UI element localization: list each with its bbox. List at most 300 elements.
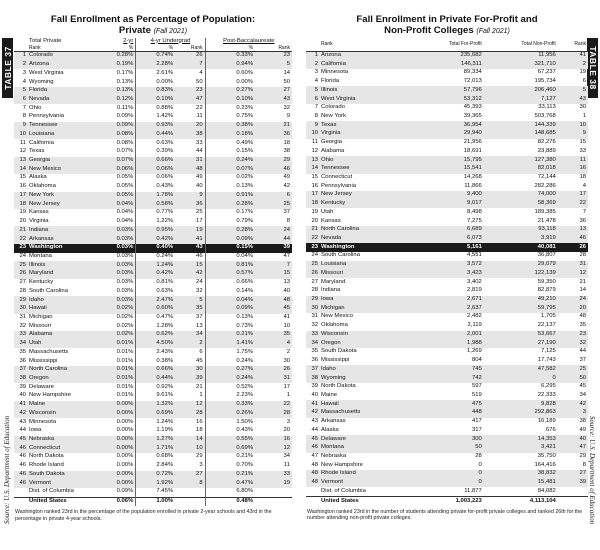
table-row: [14, 436, 292, 445]
table-cell: 17: [283, 383, 290, 390]
table-cell: 0.38%: [205, 122, 255, 131]
table-cell: 164,416: [534, 461, 556, 468]
table-cell: Vermont: [27, 479, 103, 488]
table-cell: 8: [22, 113, 26, 120]
table-cell: 0.72%: [136, 471, 175, 480]
table-row: [14, 409, 292, 418]
table-cell: [558, 497, 588, 506]
table-cell: 28: [311, 287, 318, 294]
table-cell: 22,137: [537, 322, 556, 329]
table-cell: 0.05%: [103, 192, 136, 201]
table-cell: 0.00%: [116, 427, 134, 434]
table-cell: Mississippi: [321, 357, 350, 364]
table-cell: [255, 488, 292, 497]
table-cell: 1.50%: [205, 418, 255, 427]
table-cell: 32: [196, 287, 203, 294]
table-cell: 18: [579, 173, 586, 180]
table-cell: 5: [175, 296, 205, 305]
table-cell: 31: [311, 313, 318, 320]
table-cell: 9: [306, 121, 319, 130]
table-cell: 43: [175, 244, 205, 253]
table-cell: Utah: [321, 208, 334, 215]
table-cell: 24: [255, 226, 292, 235]
table-cell: 3,421: [484, 444, 558, 453]
table-cell: 597: [471, 383, 482, 390]
table-cell: 33,113: [538, 104, 556, 111]
table-cell: Dist. of Columbia: [321, 487, 366, 494]
table-cell: New Jersey: [319, 191, 413, 200]
table-cell: 0.23%: [205, 104, 255, 113]
total-row: [14, 497, 292, 506]
table-row: [306, 435, 588, 444]
table-cell: 148,685: [484, 130, 558, 139]
table-cell: North Dakota: [29, 453, 64, 460]
table-cell: 36,954: [413, 121, 484, 130]
table-cell: Virginia: [29, 218, 49, 225]
table-row: [14, 296, 292, 305]
table-cell: 48: [175, 165, 205, 174]
table-cell: 11: [311, 139, 318, 146]
table-cell: 50: [413, 444, 484, 453]
table-cell: 0.01%: [116, 348, 134, 355]
table-cell: 11,866: [464, 182, 482, 189]
table-cell: 2.84%: [136, 462, 175, 471]
table-cell: Virginia: [319, 130, 413, 139]
table-row: [306, 365, 588, 374]
table-cell: 0: [478, 461, 482, 468]
table-row: [14, 235, 292, 244]
table-cell: 38: [579, 418, 586, 425]
table-cell: 9,400: [413, 191, 484, 200]
table-cell: 29: [196, 453, 203, 460]
table-cell: 24: [196, 279, 203, 286]
table-cell: 40: [558, 435, 588, 444]
table-cell: 10: [175, 444, 205, 453]
table-cell: 38,832: [484, 470, 558, 479]
table-cell: 44: [579, 348, 586, 355]
table-cell: Arizona: [27, 61, 103, 70]
table-row: [14, 209, 292, 218]
table-cell: 40: [283, 287, 290, 294]
table-cell: United States: [27, 497, 103, 506]
table-cell: 5: [255, 61, 292, 70]
table-cell: 46: [14, 479, 27, 488]
table-cell: 13: [283, 279, 290, 286]
table-row: [306, 165, 588, 174]
table-cell: 3: [286, 418, 290, 425]
table-cell: 9,017: [413, 200, 484, 209]
table-row: [14, 444, 292, 453]
table-cell: 32: [311, 322, 318, 329]
table-37: Total Private 2-yr 4-yr Undergrad Post-Baccalaureate Rank % % Rank % Rank 1 Colorado 0.28% 0.74% 26 0.33% 23 2 Arizona 0.19% 2.28% 7 0.94% 5 3 West Virginia 0.17% 2.61% 4 0.60% 14 4 Wyoming 0.13% 0.00% 50 0.00% 50 5 Florida 0.13% 0.83% 23 0.27% 27 6 Nevada 0.12% 0.10% 47 0.10% 43 7 Ohio 0.11% 0.88% 22 0.23% 32 8 Pennsylvania 0.09% 1.42% 11 0.75% 9 9 Tennessee 0.09% 0.93% 20 0.38% 21 10 Louisiana 0.08% 0.44% 38 0.18% 36 11 California 0.08% 0.63% 33 0.49% 18 12 Texas 0.07% 0.39% 44 0.15% 38 13 Georgia 0.07% 0.66% 31 0.24% 29 14 New Mexico 0.06% 0.06% 48 0.07% 46 15 Alaska 0.05% 0.06% 49 0.02% 49 16 Oklahoma 0.05% 0.43% 40 0.13% 42 17 New York 0.05% 1.78% 9 0.91% 6 18 New Jersey 0.04% 0.58% 36 0.28% 25 19 Kansas 0.04% 0.77% 25 0.17% 37 20 Virginia 0.04% 1.22% 17 0.79% 8 21 Indiana 0.03% 0.95% 19 0.28% 24 22 Arkansas 0.03% 0.42% 41 0.09% 44 23 Washington 0.03% 0.40% 43 0.15% 39 24 Montana 0.03% 0.24% 46 0.04% 47 25 Illinois 0.03% 1.24% 15 0.81% 7 26 Maryland 0.03% 0.42% 42 0.57% 15 27 Kentucky 0.03% 0.81% 24 0.66% 13 28 South Carolina 0.03% 0.63% 32 0.14% 40 29 Idaho 0.03% 2.47% 5 0.04% 48 30 Hawaii 0.02% 0.60% 35 0.09% 45 31 Michigan 0.02% 0.47% 37 0.13% 41 32 Missouri 0.02% 1.28% 13 0.73% 10 33 Alabama 0.02% 0.62% 34 0.21% 35 34 Utah 0.01% 4.50% 2 1.41% 4 35 Massachusetts 0.01% 2.43% 6 1.75% 2 36 Mississippi 0.01% 0.38% 45 0.24% 30 37 North Carolina 0.01% 0.66% 30 0.27% 26 38 Oregon 0.01% 0.44% 39 0.24% 31 39 Delaware 0.01% 0.92% 21 0.52% 17 40 New Hampshire 0.01% 9.61% 1 2.23% 1 41 Maine 0.00% 1.32% 12 0.33% 22 42 Wisconsin 0.00% 0.69% 28 0.26% 28 43 Minnesota 0.00% 1.24% 16 1.50% 3 44 Iowa 0.00% 1.19% 18 0.43% 20 45 Nebraska 0.00% 1.27% 14 0.55% 16 46 Connecticut 0.00% 1.71% 10 0.69% 12 46 North Dakota 0.00% 0.68% 29 0.21% 34 46 Rhode Island 0.00% 2.84% 3 0.70% 11 46 South Dakota 0.00% 0.72% 27 0.21% 33 46 Vermont 0.00% 1.92% 8 0.47% 19 Dist. of Columbia 0.09% 7.45% 6.80% United States 0.06% 1.00% 0.48%: [14, 38, 292, 506]
table-cell: 0.04%: [116, 218, 134, 225]
table-cell: 1,705: [541, 313, 556, 320]
table-row: [306, 313, 588, 322]
table-row: [306, 444, 588, 453]
table-cell: 48: [255, 296, 292, 305]
table-cell: Maine: [27, 401, 103, 410]
table-cell: 6: [255, 192, 292, 201]
table-cell: Ohio: [319, 156, 413, 165]
table-cell: 33: [14, 331, 27, 340]
table-row: [306, 261, 588, 270]
table-row: [306, 104, 588, 113]
table-cell: 16: [255, 436, 292, 445]
table-row: [306, 426, 588, 435]
table-cell: Idaho: [319, 365, 413, 374]
table-cell: 15,481: [484, 479, 558, 488]
table-cell: 0.73%: [205, 322, 255, 331]
table-row: [306, 86, 588, 95]
table-cell: 9,828: [484, 400, 558, 409]
table-cell: 39: [19, 383, 26, 390]
table-cell: Texas: [319, 121, 413, 130]
table-cell: 10: [14, 130, 27, 139]
table-row: [14, 244, 292, 253]
table-row: [14, 331, 292, 340]
table-cell: 0.43%: [205, 427, 255, 436]
table-row: [306, 479, 588, 488]
table-cell: 38: [283, 148, 290, 155]
table-cell: 25: [196, 209, 203, 216]
table-cell: 7: [175, 61, 205, 70]
table-cell: Georgia: [27, 157, 103, 166]
table-cell: 0.28%: [205, 200, 255, 209]
table-cell: South Dakota: [27, 471, 103, 480]
table-cell: 21: [196, 383, 203, 390]
table-cell: [255, 497, 292, 506]
table-cell: 20: [558, 304, 588, 313]
table-cell: 24: [19, 252, 26, 259]
table-cell: Wisconsin: [319, 331, 413, 340]
table-cell: Minnesota: [321, 69, 349, 76]
table-cell: 6,073: [413, 235, 484, 244]
table-cell: 0.03%: [116, 252, 134, 259]
table-cell: 25: [14, 261, 27, 270]
table-cell: United States: [319, 497, 413, 506]
table-cell: 35: [311, 348, 318, 355]
table-cell: 48: [306, 479, 319, 488]
table-cell: 0.69%: [136, 409, 175, 418]
table-row: [14, 392, 292, 401]
table-cell: 8,498: [467, 208, 482, 215]
table-cell: 29: [579, 452, 586, 459]
table-cell: 0.04%: [205, 253, 255, 262]
table-cell: 3: [314, 69, 318, 76]
table-cell: 24: [311, 252, 318, 259]
table-cell: 206,460: [484, 86, 558, 95]
table-cell: 0.75%: [205, 113, 255, 122]
table-cell: 2.43%: [136, 348, 175, 357]
table-cell: 39,365: [463, 112, 482, 119]
table-cell: 1,269: [467, 348, 482, 355]
table-row: [306, 374, 588, 383]
table-cell: 7,275: [467, 217, 482, 224]
table-cell: Florida: [27, 87, 103, 96]
table-cell: 0.94%: [205, 61, 255, 70]
table-cell: 2.28%: [136, 61, 175, 70]
col-post: Post-Baccalaureate: [223, 37, 275, 44]
table-row: [306, 243, 588, 252]
table-cell: 0: [484, 374, 558, 383]
table-cell: 32: [558, 339, 588, 348]
table-cell: 0.03%: [103, 244, 136, 253]
table-cell: 7,127: [484, 95, 558, 104]
table-cell: 21: [579, 278, 586, 285]
table-cell: Connecticut: [321, 173, 353, 180]
table-cell: Missouri: [29, 322, 51, 329]
table-cell: 40: [311, 391, 318, 398]
table-cell: 1.42%: [136, 113, 175, 122]
table-cell: 43: [19, 418, 26, 425]
table-cell: 5: [558, 86, 588, 95]
table-cell: Illinois: [319, 86, 413, 95]
table-cell: 24: [558, 296, 588, 305]
table-cell: Nebraska: [27, 436, 103, 445]
table-cell: New Mexico: [321, 313, 354, 320]
table-cell: 67,237: [537, 69, 556, 76]
table-cell: 28: [475, 452, 482, 459]
table-cell: 0.39%: [136, 148, 175, 157]
table-38-panel: [306, 0, 588, 522]
table-cell: 0.06%: [136, 174, 175, 183]
table-cell: 0.09%: [116, 488, 134, 495]
table-cell: 35: [255, 331, 292, 340]
table-cell: 1.00%: [136, 497, 175, 506]
table-row: [306, 269, 588, 278]
table-cell: 1,988: [413, 339, 484, 348]
table-cell: 1: [306, 51, 319, 60]
table-cell: 0.24%: [205, 375, 255, 384]
table-cell: 11: [558, 156, 588, 165]
table-cell: 72,013: [463, 78, 482, 85]
table-cell: 44: [255, 235, 292, 244]
table-cell: Wyoming: [29, 78, 54, 85]
table-row: [306, 383, 588, 392]
table-row: [14, 462, 292, 471]
table-cell: 7.45%: [136, 488, 175, 497]
table-cell: 2.23%: [205, 392, 255, 401]
table-cell: 26: [558, 243, 588, 252]
table-cell: Rhode Island: [29, 462, 64, 469]
table-row: [306, 348, 588, 357]
table-cell: 21: [306, 226, 319, 235]
table-cell: 40: [19, 392, 26, 399]
table-cell: 0.00%: [136, 78, 175, 87]
table-cell: Maine: [321, 391, 338, 398]
col-non-profit: Total Non-Profit: [484, 38, 558, 51]
table-cell: South Carolina: [321, 252, 360, 259]
table-cell: 41: [283, 313, 290, 320]
table-row: [14, 314, 292, 323]
table-cell: Missouri: [319, 269, 413, 278]
table-cell: 31: [175, 157, 205, 166]
table-row: [14, 122, 292, 131]
table-37-title: Fall Enrollment as Percentage of Population: Private (Fall 2021): [50, 14, 256, 36]
table-cell: Kansas: [29, 209, 49, 216]
table-cell: 0.92%: [136, 383, 175, 392]
table-row: [306, 121, 588, 130]
table-cell: 4,551: [467, 252, 482, 259]
table-cell: 7,125: [541, 348, 556, 355]
table-cell: 10: [558, 121, 588, 130]
table-row: [306, 331, 588, 340]
table-cell: 15: [175, 261, 205, 270]
table-cell: 17: [558, 191, 588, 200]
table-cell: 0.13%: [116, 78, 134, 85]
table-row: [14, 375, 292, 384]
table-cell: Vermont: [319, 479, 413, 488]
table-cell: 22: [558, 200, 588, 209]
table-cell: 48: [306, 470, 319, 479]
table-cell: 19: [175, 226, 205, 235]
table-cell: 292,863: [484, 409, 558, 418]
table-cell: 5: [14, 87, 27, 96]
table-cell: 0.07%: [103, 157, 136, 166]
table-cell: 50: [283, 78, 290, 85]
col-for-profit: Total For-Profit: [413, 38, 484, 51]
table-row: [306, 139, 588, 148]
table-cell: 21,478: [537, 217, 556, 224]
table-cell: 6,295: [541, 383, 556, 390]
table-cell: 1: [199, 392, 203, 399]
table-cell: Utah: [27, 340, 103, 349]
table-cell: 0.26%: [205, 409, 255, 418]
table-cell: 3: [558, 409, 588, 418]
table-cell: 12: [311, 147, 318, 154]
table-cell: 475: [413, 400, 484, 409]
table-cell: 6,689: [413, 226, 484, 235]
table-cell: Massachusetts: [29, 348, 69, 355]
table-cell: 0.04%: [103, 200, 136, 209]
table-cell: Louisiana: [27, 130, 103, 139]
table-cell: 2.61%: [136, 69, 175, 78]
table-cell: 2: [306, 60, 319, 69]
table-cell: New Mexico: [27, 165, 103, 174]
table-cell: Arkansas: [321, 418, 346, 425]
table-cell: 47: [175, 96, 205, 105]
table-cell: 0.74%: [136, 52, 175, 61]
table-cell: Mississippi: [29, 357, 58, 364]
table-cell: 53,667: [484, 331, 558, 340]
table-cell: 1.41%: [205, 340, 255, 349]
table-cell: 1: [286, 392, 290, 399]
table-cell: 0.81%: [205, 261, 255, 270]
table-cell: Pennsylvania: [321, 182, 357, 189]
table-cell: [306, 497, 319, 506]
table-cell: 0.00%: [103, 436, 136, 445]
col-4yr: 4-yr Undergrad: [150, 37, 191, 44]
table-cell: 0.10%: [205, 96, 255, 105]
table-cell: 0.60%: [136, 305, 175, 314]
table-cell: 0.33%: [205, 52, 255, 61]
table-cell: 0.02%: [103, 305, 136, 314]
table-cell: New Hampshire: [321, 461, 363, 468]
table-cell: Kentucky: [29, 279, 54, 286]
table-row: [306, 296, 588, 305]
table-cell: 0.21%: [205, 453, 255, 462]
table-row: [14, 165, 292, 174]
table-cell: 0.03%: [103, 296, 136, 305]
table-cell: 3: [22, 69, 26, 76]
table-38-tab: TABLE 38: [587, 38, 598, 98]
table-cell: 2,482: [467, 313, 482, 320]
table-cell: 34: [306, 339, 319, 348]
table-cell: 0.05%: [116, 183, 134, 190]
table-cell: 18: [14, 200, 27, 209]
table-cell: 0.83%: [136, 87, 175, 96]
table-cell: 0.18%: [205, 130, 255, 139]
table-cell: 28: [255, 409, 292, 418]
table-cell: 676: [545, 426, 556, 433]
table-cell: 49: [196, 174, 203, 181]
table-cell: 0.19%: [103, 61, 136, 70]
table-cell: 39: [175, 375, 205, 384]
table-cell: 42: [175, 270, 205, 279]
table-cell: 1.24%: [136, 418, 175, 427]
table-cell: 7: [22, 104, 26, 111]
table-row: [306, 409, 588, 418]
table-cell: New Hampshire: [29, 392, 71, 399]
table-cell: 47: [558, 444, 588, 453]
table-cell: 33: [255, 471, 292, 480]
table-cell: 14: [175, 436, 205, 445]
table-row: [306, 69, 588, 78]
table-cell: 0.10%: [136, 96, 175, 105]
table-row: [14, 340, 292, 349]
table-row: [306, 95, 588, 104]
table-cell: 13: [558, 226, 588, 235]
table-cell: 29,940: [413, 130, 484, 139]
table-cell: 11,956: [484, 51, 558, 60]
table-cell: 9: [558, 130, 588, 139]
table-cell: 33: [579, 147, 586, 154]
table-cell: 0.08%: [103, 130, 136, 139]
table-cell: 0.42%: [136, 270, 175, 279]
table-cell: 25: [255, 200, 292, 209]
table-cell: Wisconsin: [27, 409, 103, 418]
table-cell: 1: [582, 112, 586, 119]
table-cell: 9: [286, 113, 290, 120]
table-cell: 0.63%: [136, 139, 175, 148]
table-cell: [175, 488, 205, 497]
table-cell: 3,919: [484, 235, 558, 244]
table-cell: Colorado: [27, 52, 103, 61]
table-cell: 0.07%: [205, 165, 255, 174]
table-cell: 0.02%: [116, 322, 134, 329]
table-row: [306, 208, 588, 217]
table-cell: 28: [175, 409, 205, 418]
table-cell: Arizona: [319, 51, 413, 60]
table-cell: 37: [196, 313, 203, 320]
table-cell: 30: [306, 304, 319, 313]
table-row: [306, 487, 588, 496]
table-cell: Texas: [29, 148, 45, 155]
table-cell: 48: [311, 461, 318, 468]
table-cell: 42: [283, 183, 290, 190]
table-row: [306, 78, 588, 87]
table-cell: Illinois: [27, 261, 103, 270]
table-row: [14, 96, 292, 105]
table-cell: 0.93%: [136, 122, 175, 131]
table-cell: 300: [413, 435, 484, 444]
table-cell: 503,768: [534, 112, 556, 119]
table-cell: 21,956: [463, 139, 482, 146]
table-cell: Rhode Island: [319, 470, 413, 479]
table-cell: 4,113,104: [484, 497, 558, 506]
table-cell: 2: [14, 61, 27, 70]
table-cell: 0.47%: [205, 479, 255, 488]
